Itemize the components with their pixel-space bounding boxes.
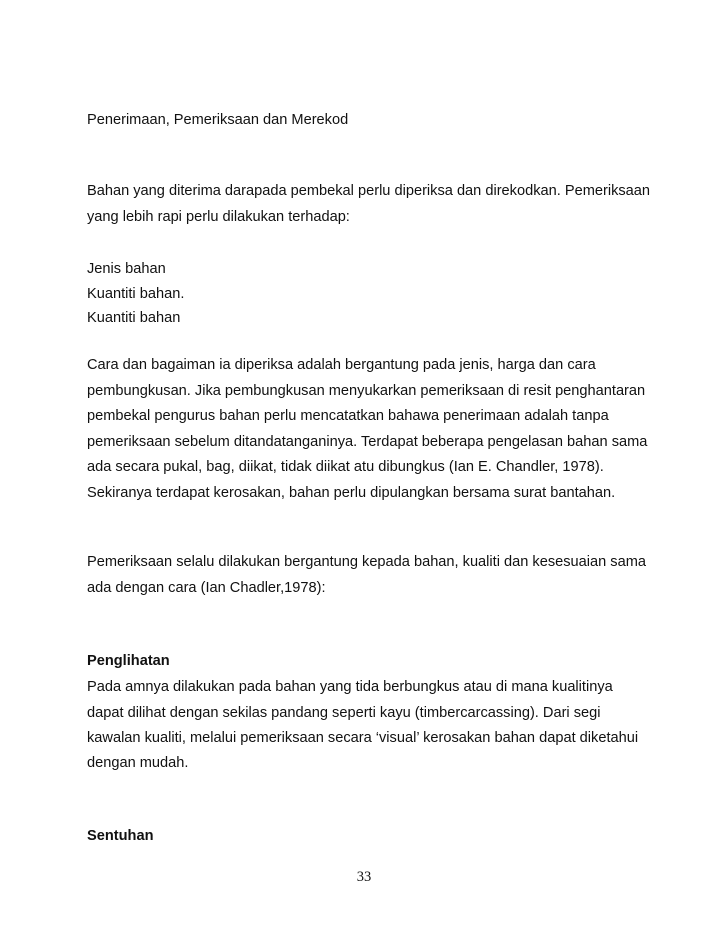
- check-item: Kuantiti bahan.: [87, 286, 185, 302]
- section-heading: Penerimaan, Pemeriksaan dan Merekod: [87, 112, 349, 128]
- procedure-line: pembungkusan. Jika pembungkusan menyukarkan pemeriksaan di resit penghantaran: [87, 383, 646, 399]
- procedure-line: ada secara pukal, bag, diikat, tidak diikat atu dibungkus (Ian E. Chandler, 1978).: [87, 459, 604, 475]
- method-line: ada dengan cara (Ian Chadler,1978):: [87, 580, 326, 596]
- procedure-line: Cara dan bagaiman ia diperiksa adalah bergantung pada jenis, harga dan cara: [87, 357, 596, 373]
- sentuhan-heading: Sentuhan: [87, 828, 154, 844]
- check-item: Kuantiti bahan: [87, 310, 181, 326]
- penglihatan-heading: Penglihatan: [87, 653, 170, 669]
- intro-line: yang lebih rapi perlu dilakukan terhadap:: [87, 209, 350, 225]
- intro-line: Bahan yang diterima darapada pembekal perlu diperiksa dan direkodkan. Pemeriksaan: [87, 183, 651, 199]
- penglihatan-line: dapat dilihat dengan sekilas pandang seperti kayu (timbercarcassing). Dari segi: [87, 705, 601, 721]
- penglihatan-line: Pada amnya dilakukan pada bahan yang tida berbungkus atau di mana kualitinya: [87, 679, 613, 695]
- penglihatan-line: dengan mudah.: [87, 755, 189, 771]
- penglihatan-line: kawalan kualiti, melalui pemeriksaan secara ‘visual’ kerosakan bahan dapat diketahui: [87, 730, 639, 746]
- page-number: 33: [356, 869, 372, 885]
- method-line: Pemeriksaan selalu dilakukan bergantung kepada bahan, kualiti dan kesesuaian sama: [87, 554, 646, 570]
- check-item: Jenis bahan: [87, 261, 166, 277]
- procedure-line: pemeriksaan sebelum ditandatanganinya. Terdapat beberapa pengelasan bahan sama: [87, 434, 648, 450]
- procedure-line: Sekiranya terdapat kerosakan, bahan perlu dipulangkan bersama surat bantahan.: [87, 485, 616, 501]
- procedure-line: pembekal pengurus bahan perlu mencatatkan bahawa penerimaan adalah tanpa: [87, 408, 609, 424]
